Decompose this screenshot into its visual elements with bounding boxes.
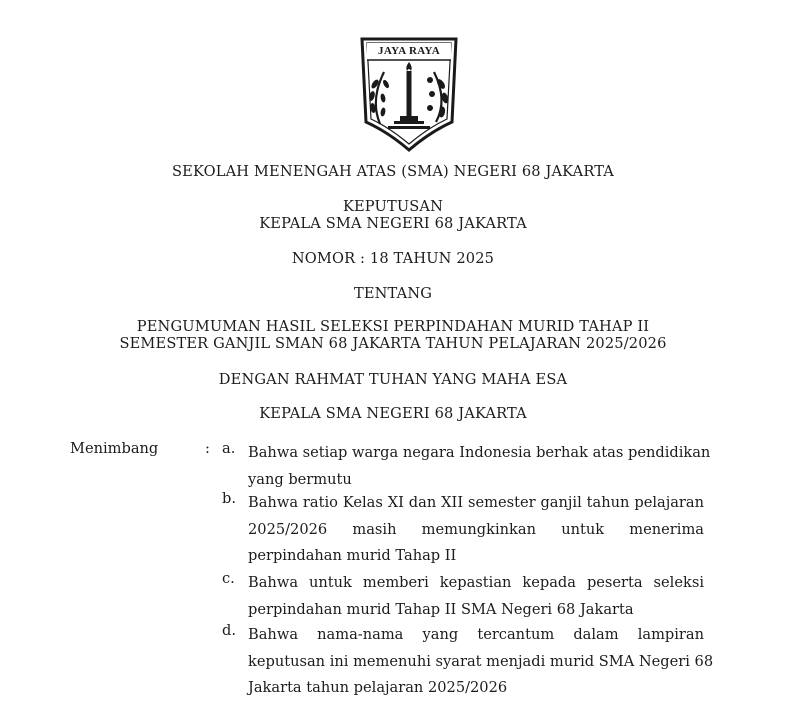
item-line: keputusan ini memenuhi syarat menjadi murid SMA Negeri 68 [248,652,714,670]
considering-label: Menimbang [70,440,159,457]
school-name: SEKOLAH MENENGAH ATAS (SMA) NEGERI 68 JAKARTA [172,163,614,180]
crest-motto-text: JAYA RAYA [378,45,440,57]
subject-title [0,318,786,352]
item-marker: b. [222,490,236,507]
jaya-raya-crest-logo [358,36,460,152]
subject-line: SEMESTER GANJIL SMAN 68 JAKARTA TAHUN PELAJARAN 2025/2026 [119,335,667,352]
item-line: Bahwa untuk memberi kepastian kepada peserta seleksi [248,574,704,591]
item-marker: a. [222,440,236,457]
item-line: yang bermutu [248,470,352,488]
about-heading: TENTANG [353,285,433,302]
item-marker: d. [222,622,236,639]
item-line: Bahwa setiap warga negara Indonesia berhak atas pendidikan [248,444,711,461]
decree-issuer: KEPALA SMA NEGERI 68 JAKARTA [259,215,527,232]
item-line: 2025/2026 masih memungkinkan untuk menerima [248,520,704,538]
decree-title: KEPUTUSAN [342,198,444,215]
subject-line: PENGUMUMAN HASIL SELEKSI PERPINDAHAN MURID TAHAP II [136,318,650,335]
decree-number: NOMOR : 18 TAHUN 2025 [291,250,495,267]
item-line: perpindahan murid Tahap II [248,547,457,564]
considering-colon: : [205,440,210,457]
item-line: Bahwa nama-nama yang tercantum dalam lampiran [248,626,704,643]
item-marker: c. [222,570,235,587]
item-line: Jakarta tahun pelajaran 2025/2026 [248,679,508,696]
blessing-line: DENGAN RAHMAT TUHAN YANG MAHA ESA [218,371,568,388]
issuer-repeat: KEPALA SMA NEGERI 68 JAKARTA [259,405,527,422]
item-line: perpindahan murid Tahap II SMA Negeri 68 Jakarta [248,600,634,618]
item-line: Bahwa ratio Kelas XI dan XII semester ganjil tahun pelajaran [248,494,704,511]
